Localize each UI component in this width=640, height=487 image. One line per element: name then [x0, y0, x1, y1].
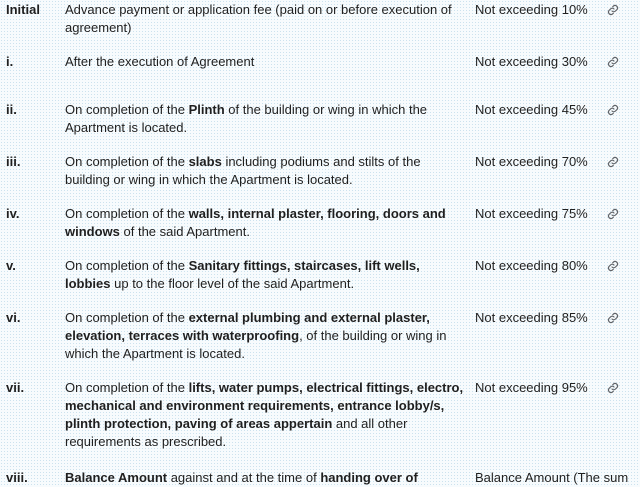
stage-description: [65, 101, 465, 137]
stage-description: [65, 205, 465, 241]
description-text: of the building or wing in which the Apartment is located.: [65, 102, 428, 135]
description-bold-text: Plinth: [188, 102, 225, 117]
payment-percentage: Not exceeding 45%: [475, 102, 588, 117]
payment-percentage: Not exceeding 30%: [475, 54, 588, 69]
payment-percentage: Balance Amount (The sum: [475, 470, 629, 485]
link-icon[interactable]: [607, 312, 619, 324]
link-icon[interactable]: [607, 156, 619, 168]
stage-number: iii.: [6, 154, 21, 169]
link-icon[interactable]: [607, 4, 619, 16]
description-text: On completion of the: [65, 310, 189, 325]
payment-percentage: Not exceeding 10%: [475, 2, 588, 17]
description-bold-text: Sanitary fittings, staircases, lift wells, lobbies: [65, 258, 420, 291]
stage-description: [65, 153, 465, 189]
stage-number: vii.: [6, 380, 25, 395]
description-bold-text: external plumbing and external plaster, elevation, terraces with waterproofing: [65, 310, 430, 343]
stage-number: Initial: [6, 2, 40, 17]
stage-description: [65, 53, 465, 71]
description-bold-text: lifts, water pumps, electrical fittings, electro, mechanical and environment requirements, entrance lobby/s, plinth protection, paving of areas appertain: [65, 380, 464, 431]
description-text: On completion of the: [65, 102, 189, 117]
link-icon[interactable]: [607, 104, 619, 116]
description-text: up to the floor level of the said Apartment.: [110, 276, 355, 291]
description-text: On completion of the: [65, 380, 189, 395]
description-text: , of the building or wing in which the Apartment is located.: [65, 328, 447, 361]
link-icon[interactable]: [607, 260, 619, 272]
stage-number: vi.: [6, 310, 21, 325]
payment-percentage: Not exceeding 80%: [475, 258, 588, 273]
description-bold-text: slabs: [188, 154, 222, 169]
link-icon[interactable]: [607, 382, 619, 394]
stage-number: iv.: [6, 206, 20, 221]
description-text: After the execution of Agreement: [65, 54, 255, 69]
stage-number: v.: [6, 258, 16, 273]
description-text: On completion of the: [65, 206, 189, 221]
link-icon[interactable]: [607, 56, 619, 68]
stage-description: [65, 257, 465, 293]
stage-number: ii.: [6, 102, 17, 117]
description-bold-text: walls, internal plaster, flooring, doors and windows: [65, 206, 446, 239]
description-text: and all other requirements as prescribed.: [65, 416, 408, 449]
description-text: Advance payment or application fee (paid on or before execution of agreement): [65, 2, 452, 35]
description-text: On completion of the: [65, 154, 189, 169]
description-text: of the said Apartment.: [119, 224, 250, 239]
description-bold-text: Balance Amount: [65, 470, 168, 485]
payment-percentage: Not exceeding 70%: [475, 154, 588, 169]
stage-description: [65, 469, 465, 487]
stage-number: viii.: [6, 470, 28, 485]
stage-description: [65, 309, 465, 363]
payment-percentage: Not exceeding 85%: [475, 310, 588, 325]
stage-description: [65, 1, 465, 37]
description-text: On completion of the: [65, 258, 189, 273]
description-bold-text: handing over of: [320, 470, 418, 485]
description-text: against and at the time of: [167, 470, 321, 485]
stage-number: i.: [6, 54, 14, 69]
stage-description: [65, 379, 465, 451]
link-icon[interactable]: [607, 208, 619, 220]
description-text: including podiums and stilts of the building or wing in which the Apartment is located.: [65, 154, 421, 187]
payment-percentage: Not exceeding 95%: [475, 380, 588, 395]
payment-percentage: Not exceeding 75%: [475, 206, 588, 221]
